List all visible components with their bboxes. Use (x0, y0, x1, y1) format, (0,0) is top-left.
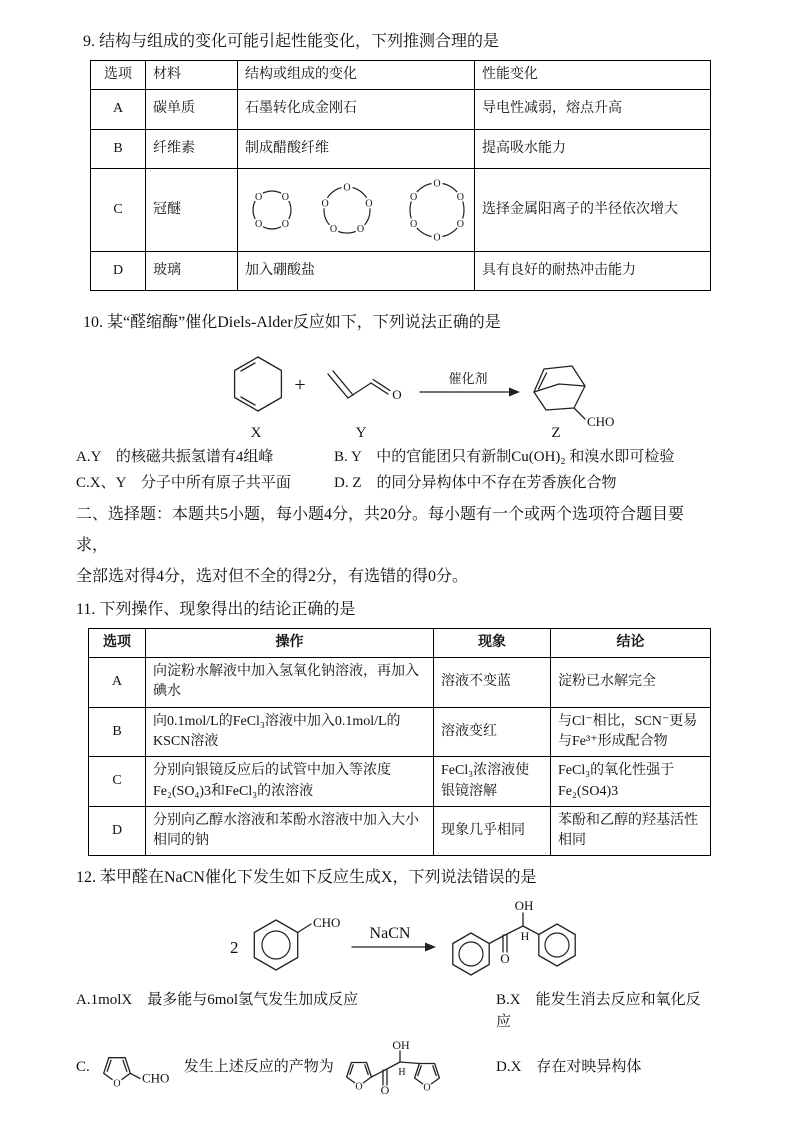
table-row (89, 658, 711, 708)
oxygen-atom-label: O (281, 218, 290, 230)
oxygen-atom-label: O (500, 950, 510, 966)
oxygen-atom-label: O (329, 224, 338, 236)
q11-header-operation: 操作 (146, 628, 434, 657)
q10-option-a: A.Y 的核磁共振氢谱有4组峰 (76, 448, 274, 465)
label-z: Z (551, 424, 561, 441)
cell-change: 加入硼酸盐 (238, 252, 475, 291)
question-12 (76, 866, 715, 1097)
table-row (91, 169, 711, 252)
q12-option-c-text: 发生上述反应的产物为 (183, 1059, 334, 1076)
cho-group-label: CHO (587, 413, 615, 429)
q12-option-b: B.X 能发生消去反应和氧化反应 (496, 991, 701, 1031)
label-y: Y (355, 424, 367, 441)
q9-stem: 9. 结构与组成的变化可能引起性能变化，下列推测合理的是 (83, 33, 500, 50)
q12-option-d: D.X 存在对映异构体 (496, 1059, 642, 1076)
table-row (89, 757, 711, 807)
cell-conclusion: FeCl₃的氧化性强于Fe₂(SO4)3 (551, 757, 711, 807)
oxygen-atom-label: O (356, 224, 365, 236)
section-2-line-2: 全部选对得4分，选对但不全的得2分，有选错的得0分。 (76, 567, 469, 585)
cell-option: B (89, 707, 146, 757)
table-row (89, 806, 711, 856)
q12-option-c (76, 1038, 496, 1098)
benzoin-condensation-diagram (224, 897, 654, 985)
cell-option: D (89, 806, 146, 856)
q9-header-row (91, 61, 711, 90)
table-row (89, 707, 711, 757)
cell-property: 选择金属阳离子的半径依次增大 (475, 169, 711, 252)
q10-option-d: D. Z 的同分异构体中不存在芳香族化合物 (334, 475, 617, 492)
cell-operation: 分别向银镜反应后的试管中加入等浓度Fe₂(SO₄)3和FeCl₃的浓溶液 (146, 757, 434, 807)
oxygen-atom-label: O (392, 386, 402, 402)
hydrogen-atom-label: H (398, 1066, 406, 1078)
cell-material: 玻璃 (146, 252, 238, 291)
cell-conclusion: 淀粉已水解完全 (551, 658, 711, 708)
question-11 (76, 598, 715, 857)
q9-header-change: 结构或组成的变化 (238, 61, 475, 90)
benzoin-product-structure (453, 898, 575, 975)
cell-phenomenon: 溶液变红 (434, 707, 551, 757)
q12-stem: 12. 苯甲醛在NaCN催化下发生如下反应生成X，下列说法错误的是 (76, 869, 537, 887)
oxygen-atom-label: O (456, 191, 465, 203)
oxygen-atom-label: O (343, 182, 351, 194)
cell-property: 具有良好的耐热冲击能力 (475, 252, 711, 291)
oxygen-atom-label: O (433, 232, 441, 244)
oxygen-atom-label: O (433, 178, 441, 190)
q11-stem: 11. 下列操作、现象得出的结论正确的是 (76, 600, 356, 618)
plus-sign: + (294, 373, 306, 396)
cell-operation: 向0.1mol/L的FeCl₃溶液中加入0.1mol/L的KSCN溶液 (146, 707, 434, 757)
q10-stem: 10. 某“醛缩酶”催化Diels-Alder反应如下，下列说法正确的是 (83, 314, 501, 332)
oxygen-atom-label: O (380, 1082, 390, 1097)
benzaldehyde-structure (254, 915, 340, 970)
cell-material: 纤维素 (146, 129, 238, 168)
cell-change: 制成醋酸纤维 (238, 129, 475, 168)
cell-phenomenon: 溶液不变蓝 (434, 658, 551, 708)
q9-table (90, 60, 711, 291)
furfural-structure-icon (93, 1045, 181, 1091)
cell-option: D (91, 252, 146, 291)
acrolein-structure (328, 371, 402, 402)
label-x: X (250, 424, 262, 441)
cell-property: 提高吸水能力 (475, 129, 711, 168)
cell-change-crown-ethers (238, 169, 475, 252)
bicyclic-product-structure (534, 366, 614, 429)
diels-alder-reaction-diagram (228, 342, 628, 442)
oxygen-atom-label: O (254, 192, 263, 204)
reaction-arrow (352, 925, 436, 952)
q11-table (88, 628, 711, 857)
cell-option: B (91, 129, 146, 168)
table-row (91, 90, 711, 129)
section-2-header (76, 499, 715, 592)
oxygen-atom-label: O (113, 1078, 121, 1090)
cell-option: C (89, 757, 146, 807)
oxygen-atom-label: O (409, 191, 418, 203)
cell-conclusion: 与Cl⁻相比，SCN⁻更易与Fe³⁺形成配合物 (551, 707, 711, 757)
table-row (91, 252, 711, 291)
q11-header-row (89, 628, 711, 657)
cell-option: C (91, 169, 146, 252)
q11-header-option: 选项 (89, 628, 146, 657)
q11-header-conclusion: 结论 (551, 628, 711, 657)
catalyst-label: 催化剂 (448, 370, 488, 386)
q10-option-b: B. Y 中的官能团只有新制Cu(OH)₂ 和溴水即可检验 (334, 448, 675, 465)
section-2-line-1: 二、选择题：本题共5小题，每小题4分，共20分。每小题有一个或两个选项符合题目要求， (76, 505, 685, 554)
cell-option: A (89, 658, 146, 708)
oxygen-atom-label: O (409, 218, 418, 230)
oxygen-atom-label: O (456, 218, 465, 230)
hydrogen-atom-label: H (520, 928, 530, 943)
oxygen-atom-label: O (254, 218, 263, 230)
question-10 (76, 311, 715, 494)
oxygen-atom-label: O (321, 198, 329, 210)
cell-operation: 分别向乙醇水溶液和苯酚水溶液中加入大小相同的钠 (146, 806, 434, 856)
cyclohexadiene-structure (235, 357, 282, 411)
furoin-product-structure-icon (337, 1038, 487, 1098)
cell-conclusion: 苯酚和乙醇的羟基活性相同 (551, 806, 711, 856)
q11-header-phenomenon: 现象 (434, 628, 551, 657)
q12-options-row-1 (76, 989, 715, 1034)
q9-header-option: 选项 (91, 61, 146, 90)
cho-group-label: CHO (313, 914, 341, 930)
q12-option-a: A.1molX 最多能与6mol氢气发生加成反应 (76, 991, 359, 1008)
oxygen-atom-label: O (355, 1081, 363, 1093)
q12-option-c-label: C. (76, 1059, 90, 1076)
cell-material: 碳单质 (146, 90, 238, 129)
cho-group-label: CHO (141, 1070, 170, 1086)
q10-options-row-1 (76, 446, 715, 469)
q9-header-property: 性能变化 (475, 61, 711, 90)
q10-option-c: C.X、Y 分子中所有原子共平面 (76, 475, 291, 492)
q10-options-row-2 (76, 472, 715, 495)
question-9 (76, 30, 715, 291)
hydroxyl-group-label: OH (514, 897, 534, 913)
oxygen-atom-label: O (423, 1082, 431, 1094)
cell-operation: 向淀粉水解液中加入氢氧化钠溶液，再加入碘水 (146, 658, 434, 708)
oxygen-atom-label: O (281, 192, 290, 204)
reaction-arrow (420, 371, 520, 397)
cell-option: A (91, 90, 146, 129)
cell-material: 冠醚 (146, 169, 238, 252)
cell-property: 导电性减弱，熔点升高 (475, 90, 711, 129)
nacn-label: NaCN (369, 924, 411, 942)
cell-phenomenon: 现象几乎相同 (434, 806, 551, 856)
coefficient-label: 2 (230, 937, 239, 957)
q12-options-row-2 (76, 1038, 715, 1098)
crown-ether-structures-icon (242, 171, 474, 249)
oxygen-atom-label: O (365, 198, 373, 210)
q9-header-material: 材料 (146, 61, 238, 90)
table-row (91, 129, 711, 168)
cell-phenomenon: FeCl₃浓溶液使银镜溶解 (434, 757, 551, 807)
cell-change: 石墨转化成金刚石 (238, 90, 475, 129)
hydroxyl-group-label: OH (392, 1037, 410, 1052)
